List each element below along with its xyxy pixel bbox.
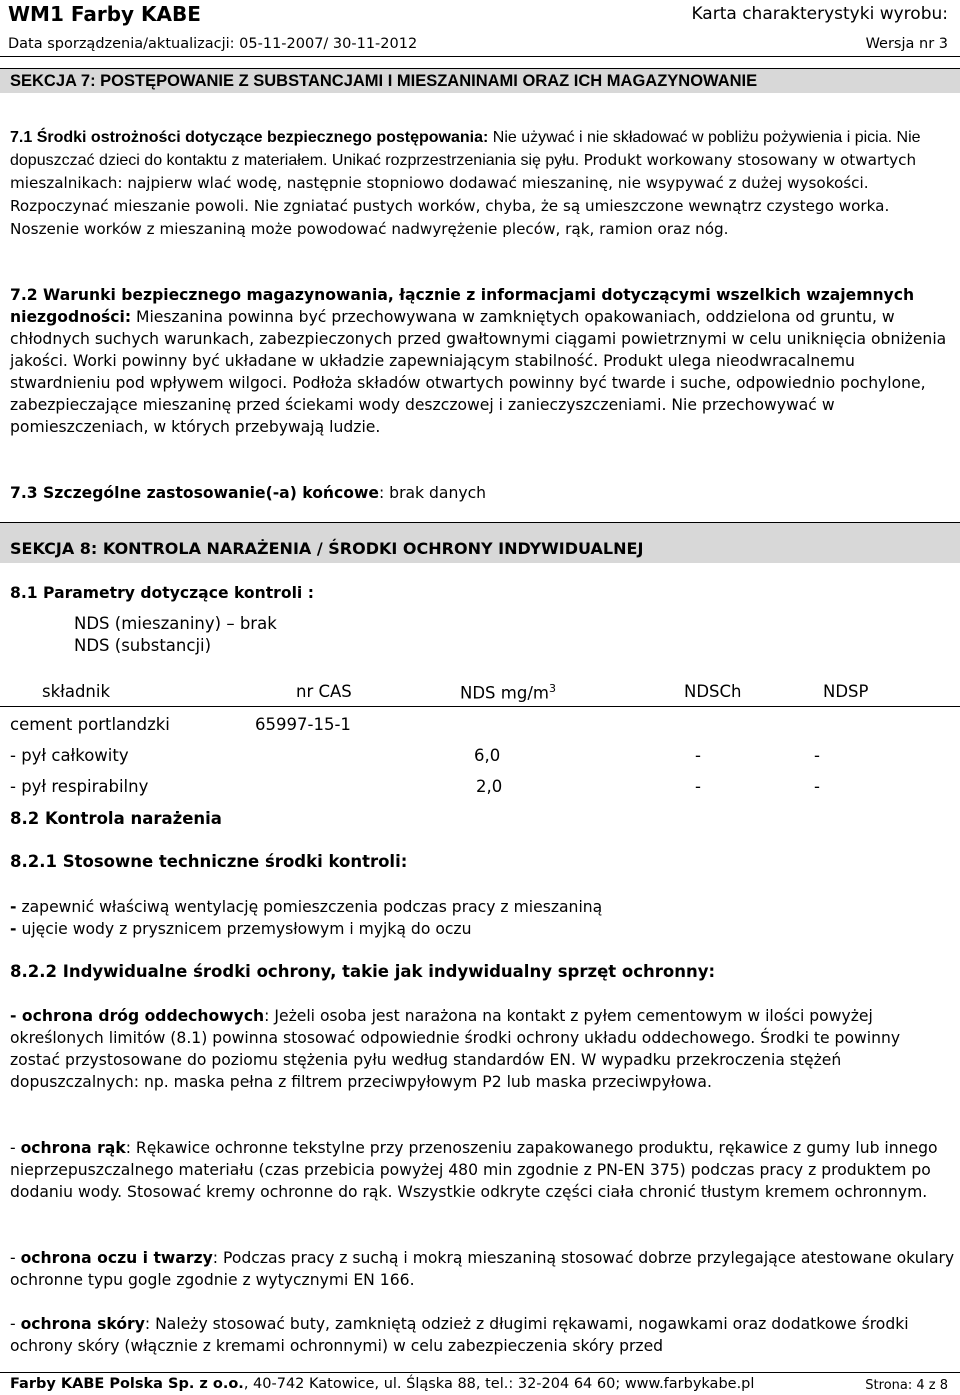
paragraph-7-1 bbox=[10, 127, 955, 241]
col-header-nds-label: NDS mg/m bbox=[460, 683, 549, 703]
row-1-cas: 65997-15-1 bbox=[255, 715, 351, 734]
col-header-ndsch: NDSCh bbox=[684, 682, 742, 701]
row-3-nds: 2,0 bbox=[476, 777, 503, 796]
paragraph-respiratory bbox=[10, 1005, 955, 1093]
paragraph-7-2 bbox=[10, 284, 955, 438]
row-2-name: - pył całkowity bbox=[10, 746, 129, 765]
section-8-header bbox=[0, 522, 960, 563]
list-item-dash: - bbox=[10, 920, 17, 938]
heading-8-1: 8.1 Parametry dotyczące kontroli : bbox=[10, 584, 314, 602]
list-item bbox=[10, 918, 955, 940]
heading-8-2: 8.2 Kontrola narażenia bbox=[10, 809, 222, 828]
table-header-rule bbox=[0, 706, 960, 707]
respiratory-text: : Jeżeli osoba jest narażona na kontakt z pyłem cementowym w ilości powyżej określonych limitów (8.1) powinna stosować odpowiednie środki ochrony układu oddechowego. Środki te powinny zostać przystosowane do poziomu stężenia pyłu według standardów EN. W wypadku przekroczenia stężeń dopuszczalnych: np. maska pełna z filtrem przeciwpyłowym P2 lub maska przeciwpyłowa. bbox=[10, 1007, 901, 1091]
nds-mixture: NDS (mieszaniny) – brak bbox=[74, 614, 277, 633]
hands-dash: - bbox=[10, 1139, 21, 1157]
row-2-nds: 6,0 bbox=[474, 746, 501, 765]
section-8-title: SEKCJA 8: KONTROLA NARAŻENIA / ŚRODKI OCHRONY INDYWIDUALNEJ bbox=[10, 539, 644, 558]
text-7-1a: Nie używać i nie składować w pobliżu pożywienia i picia. Nie dopuszczać dzieci do kontaktu z materiałem. Unikać rozprzestrzeniania się pyłu. bbox=[10, 129, 921, 169]
heading-7-3: 7.3 Szczególne zastosowanie(-a) końcowe bbox=[10, 484, 379, 502]
hands-text: : Rękawice ochronne tekstylne przy przenoszeniu zapakowanego produktu, rękawice z gumy lub innego nieprzepuszczalnego materiału (czas przebicia powyżej 480 min zgodnie z PN-EN 375) podczas pracy z produktem po dodaniu wody. Stosować kremy ochronne do rąk. Wszystkie odkryte części ciała chronić tłustym kremem ochronnym. bbox=[10, 1139, 938, 1201]
list-item-dash: - bbox=[10, 898, 17, 916]
company-name: WM1 Farby KABE bbox=[8, 2, 201, 26]
list-8-2-1 bbox=[10, 896, 955, 940]
heading-8-2-2: 8.2.2 Indywidualne środki ochrony, takie jak indywidualny sprzęt ochronny: bbox=[10, 962, 716, 981]
footer-contact: , 40-742 Katowice, ul. Śląska 88, tel.: 32-204 64 60; www.farbykabe.pl bbox=[243, 1376, 755, 1392]
paragraph-skin bbox=[10, 1313, 955, 1357]
list-item-text: zapewnić właściwą wentylację pomieszczenia podczas pracy z mieszaniną bbox=[16, 898, 603, 916]
row-1-name: cement portlandzki bbox=[10, 715, 170, 734]
footer-address bbox=[10, 1376, 754, 1392]
date-line: Data sporządzenia/aktualizacji: 05-11-2007/ 30-11-2012 bbox=[8, 36, 418, 52]
document-title: Karta charakterystyki wyrobu: bbox=[691, 4, 948, 24]
skin-text: : Należy stosować buty, zamkniętą odzież z długimi rękawami, nogawkami oraz dodatkowe środki ochrony skóry (włącznie z kremami ochronnymi) w celu zabezpieczenia skóry przed bbox=[10, 1315, 909, 1355]
eyes-heading: ochrona oczu i twarzy bbox=[20, 1249, 213, 1267]
eyes-dash: - bbox=[10, 1249, 21, 1267]
row-3-ndsch: - bbox=[695, 777, 701, 796]
heading-7-2: 7.2 Warunki bezpiecznego magazynowania, łącznie z informacjami dotyczącymi wszelkich wzajemnych niezgodności: bbox=[10, 286, 915, 326]
col-header-nds-sup: 3 bbox=[548, 682, 556, 695]
skin-heading: ochrona skóry bbox=[20, 1315, 145, 1333]
paragraph-eyes bbox=[10, 1247, 955, 1291]
skin-dash: - bbox=[10, 1315, 21, 1333]
section-7-title: SEKCJA 7: POSTĘPOWANIE Z SUBSTANCJAMI I MIESZANINAMI ORAZ ICH MAGAZYNOWANIE bbox=[10, 72, 758, 90]
list-item bbox=[10, 896, 955, 918]
col-header-nds bbox=[460, 682, 556, 703]
version-label: Wersja nr 3 bbox=[865, 36, 948, 52]
text-7-2: Mieszanina powinna być przechowywana w zamkniętych opakowaniach, oddzielona od gruntu, w chłodnych suchych warunkach, zabezpieczonych przed gwałtownymi ciągami powietrznymi w celu uniknięcia obniżenia jakości. Worki powinny być układane w układzie zapewniającym stabilność. Produkt ulega nieodwracalnemu stwardnieniu pod wpływem wilgoci. Podłoża składów otwartych powinny być twarde i suche, odpowiednio pochylone, zabezpieczające mieszaninę przed ściekami wody deszczowej i zanieczyszczeniami. Nie przechowywać w pomieszczeniach, w których przebywają ludzie. bbox=[10, 308, 947, 436]
section-7-header bbox=[0, 68, 960, 93]
eyes-text: : Podczas pracy z suchą i mokrą mieszaniną stosować dobrze przylegające atestowane okulary ochronne typu gogle zgodnie z wytycznymi EN 166. bbox=[10, 1249, 955, 1289]
respiratory-heading: - ochrona dróg oddechowych bbox=[10, 1007, 265, 1025]
hands-heading: ochrona rąk bbox=[20, 1139, 126, 1157]
col-header-ndsp: NDSP bbox=[823, 682, 869, 701]
row-2-ndsp: - bbox=[814, 746, 820, 765]
paragraph-7-3 bbox=[10, 482, 955, 504]
row-3-ndsp: - bbox=[814, 777, 820, 796]
nds-substance: NDS (substancji) bbox=[74, 636, 212, 655]
page-number: Strona: 4 z 8 bbox=[865, 1378, 948, 1393]
row-2-ndsch: - bbox=[695, 746, 701, 765]
col-header-component: składnik bbox=[42, 682, 111, 701]
heading-7-1: 7.1 Środki ostrożności dotyczące bezpiecznego postępowania: bbox=[10, 129, 489, 146]
heading-8-2-1: 8.2.1 Stosowne techniczne środki kontroli: bbox=[10, 852, 408, 871]
header-divider bbox=[0, 56, 960, 57]
text-7-3: : brak danych bbox=[378, 484, 487, 502]
list-item-text: ujęcie wody z prysznicem przemysłowym i myjką do oczu bbox=[16, 920, 472, 938]
paragraph-hands bbox=[10, 1137, 955, 1203]
col-header-cas: nr CAS bbox=[296, 682, 352, 701]
row-3-name: - pył respirabilny bbox=[10, 777, 149, 796]
text-7-1b: Produkt workowany stosowany w otwartych mieszalnikach: najpierw wlać wodę, następnie stopniowo dodawać mieszaninę, nie wsypywać z dużej wysokości. Rozpoczynać mieszanie powoli. Nie zgniatać pustych worków, chyba, że są umieszczone wewnątrz czystego worka. Noszenie worków z mieszaniną może powodować nadwyrężenie pleców, rąk, ramion oraz nóg. bbox=[10, 151, 917, 238]
footer-divider bbox=[0, 1372, 960, 1373]
footer-company: Farby KABE Polska Sp. z o.o. bbox=[10, 1376, 244, 1392]
